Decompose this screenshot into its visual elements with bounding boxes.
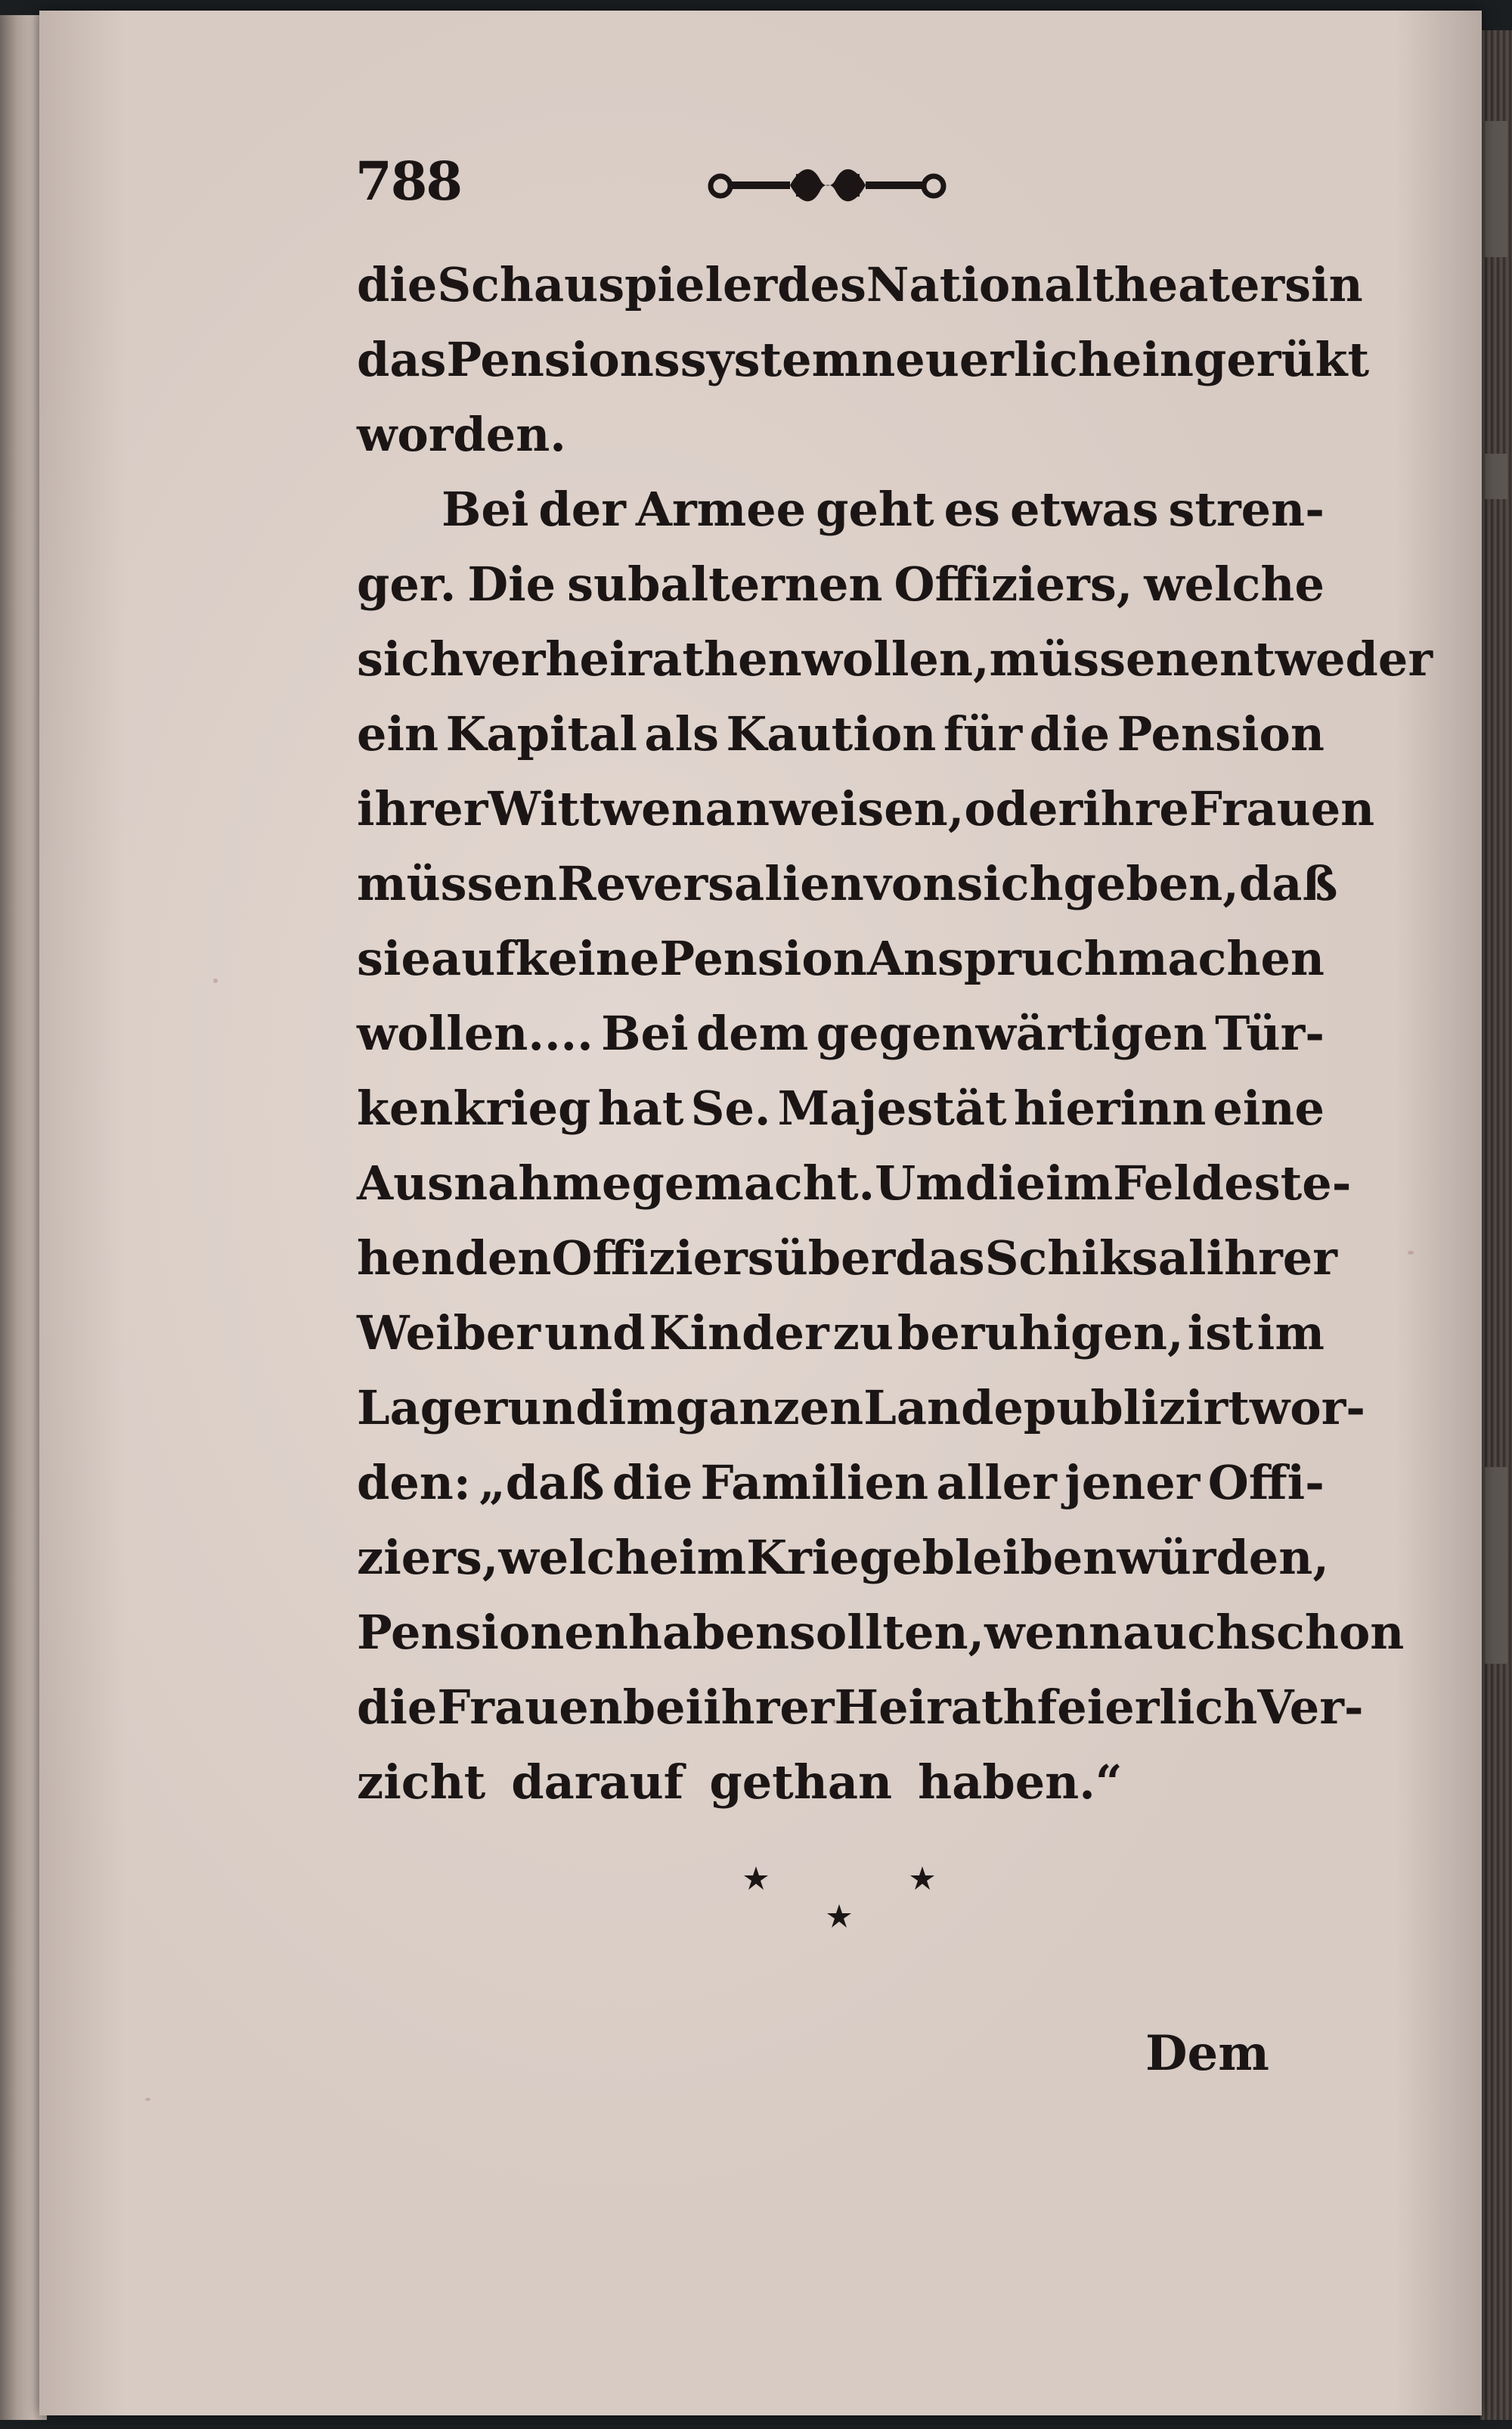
text-line [357, 257, 1363, 332]
catchword: Dem [1145, 2025, 1269, 2082]
text-line [357, 1605, 1405, 1680]
word: ziers, [357, 1530, 499, 1585]
word: „daß [479, 1455, 605, 1510]
word: zicht [357, 1754, 486, 1810]
word: ihrer [357, 781, 488, 836]
word: publizirt [1023, 1380, 1250, 1435]
word: die [965, 1156, 1046, 1211]
body-text [357, 257, 1433, 1829]
text-line [357, 1305, 1325, 1380]
page-stack-tab [1485, 454, 1507, 499]
word: müssen [989, 631, 1190, 687]
word: Frauen [437, 1680, 623, 1735]
word: sie [357, 931, 431, 986]
text-line [357, 1380, 1365, 1455]
word: feierlich [1036, 1680, 1258, 1735]
word: Kapital [445, 706, 637, 762]
word: kenkrieg [357, 1081, 591, 1136]
text-line [357, 1680, 1364, 1754]
word: ein [357, 706, 439, 762]
word: Schauspieler [437, 257, 778, 312]
word: ist [1187, 1305, 1253, 1360]
word: Offiziers, [894, 557, 1133, 612]
word: gethan [709, 1754, 893, 1810]
word: müssen [357, 856, 558, 911]
word: daß [1238, 856, 1338, 911]
text-line [357, 1754, 1325, 1829]
word: neuerlich [861, 332, 1112, 387]
word: Familien [700, 1455, 929, 1510]
paper-speck [145, 2098, 150, 2101]
word: Pensionen [357, 1605, 628, 1660]
word: Felde [1113, 1156, 1254, 1211]
word: Pension [1117, 706, 1325, 762]
word: über [773, 1230, 896, 1286]
word: die [357, 1680, 438, 1735]
word: wor- [1249, 1380, 1365, 1435]
word: bleiben [922, 1530, 1117, 1585]
word: Schiksal [984, 1230, 1207, 1286]
word: Kriege [746, 1530, 922, 1585]
word: von [863, 856, 957, 911]
word: Nationaltheaters [866, 257, 1312, 312]
word: Wittwen [488, 781, 705, 836]
word: sich [357, 631, 464, 687]
text-line [357, 557, 1325, 631]
word: sich [956, 856, 1064, 911]
word: auf [430, 931, 516, 986]
word: als [644, 706, 720, 762]
word: worden. [357, 407, 566, 462]
word: gegenwärtigen [816, 1006, 1207, 1061]
text-line [357, 1006, 1325, 1081]
word: auch [1123, 1605, 1250, 1660]
word: welche [498, 1530, 680, 1585]
word: das [895, 1230, 985, 1286]
page-stack-tab [1485, 1467, 1507, 1664]
word: hierinn [1013, 1081, 1207, 1136]
page-stack-tab [1485, 121, 1507, 257]
text-line [357, 706, 1325, 781]
word: im [1046, 1156, 1114, 1211]
word: Bei [442, 482, 529, 537]
word: oder [964, 781, 1083, 836]
word: Kaution [726, 706, 937, 762]
word: verheirathen [463, 631, 802, 687]
word: wollen.... [357, 1006, 593, 1061]
word: Reversalien [557, 856, 864, 911]
page-number: 788 [355, 150, 462, 212]
word: Heirath [834, 1680, 1037, 1735]
paper-speck [213, 979, 218, 983]
word: Um [875, 1156, 965, 1211]
word: und [544, 1305, 646, 1360]
word: welche [1144, 557, 1325, 612]
word: Pension [659, 931, 867, 986]
word: machen [1117, 931, 1325, 986]
word: zu [832, 1305, 894, 1360]
text-line [357, 1230, 1337, 1305]
text-line [357, 1455, 1325, 1530]
word: ger. [357, 557, 457, 612]
word: des [777, 257, 866, 312]
word: im [679, 1530, 747, 1585]
word: Lager [357, 1380, 508, 1435]
word: in [1311, 257, 1363, 312]
word: würden, [1117, 1530, 1329, 1585]
text-line [357, 631, 1433, 706]
asterism-icon [741, 1860, 937, 1944]
word: geben, [1063, 856, 1239, 911]
word: die [357, 257, 438, 312]
paper-speck [1408, 1251, 1414, 1255]
word: darauf [511, 1754, 684, 1810]
text-line [357, 1156, 1352, 1230]
word: haben [627, 1605, 790, 1660]
word: Die [467, 557, 556, 612]
text-line [357, 482, 1325, 557]
word: ihrer [703, 1680, 835, 1735]
word: Majestät [777, 1081, 1007, 1136]
word: hat [597, 1081, 684, 1136]
word: keine [515, 931, 660, 986]
word: wollen, [801, 631, 990, 687]
word: wenn [984, 1605, 1123, 1660]
word: das [357, 332, 447, 387]
word: Anspruch [866, 931, 1118, 986]
word: ihre [1083, 781, 1189, 836]
word: im [1256, 1305, 1325, 1360]
word: Lande [863, 1380, 1024, 1435]
word: stren- [1168, 482, 1325, 537]
word: für [943, 706, 1023, 762]
word: Offiziers [551, 1230, 774, 1286]
text-line [357, 407, 1325, 482]
word: Tür- [1215, 1006, 1325, 1061]
word: entweder [1189, 631, 1433, 687]
word: die [1029, 706, 1111, 762]
word: es [943, 482, 1000, 537]
word: den: [357, 1455, 471, 1510]
word: Kinder [649, 1305, 829, 1360]
word: etwas [1009, 482, 1159, 537]
word: ganzen [675, 1380, 864, 1435]
word: anweisen, [705, 781, 965, 836]
word: eingerükt [1111, 332, 1370, 387]
word: geht [816, 482, 934, 537]
text-line [357, 931, 1325, 1006]
page-stack-right [1480, 30, 1512, 2420]
word: haben.“ [918, 1754, 1123, 1810]
word: jener [1064, 1455, 1201, 1510]
word: Armee [635, 482, 807, 537]
word: subalternen [567, 557, 883, 612]
word: die [612, 1455, 693, 1510]
word: Frauen [1188, 781, 1375, 836]
word: henden [357, 1230, 552, 1286]
word: Bei [601, 1006, 689, 1061]
word: aller [936, 1455, 1057, 1510]
word: Ver- [1257, 1680, 1364, 1735]
text-line [357, 1081, 1325, 1156]
text-line [357, 856, 1338, 931]
word: ihrer [1206, 1230, 1337, 1286]
word: bei [622, 1680, 704, 1735]
word: schon [1250, 1605, 1405, 1660]
text-line [357, 1530, 1329, 1605]
word: und [507, 1380, 609, 1435]
word: gemacht. [631, 1156, 875, 1211]
word: Weiber [357, 1305, 541, 1360]
word: ste- [1253, 1156, 1352, 1211]
word: eine [1213, 1081, 1325, 1136]
word: Ausnahme [357, 1156, 632, 1211]
word: Se. [690, 1081, 771, 1136]
text-line [357, 332, 1370, 407]
word: sollten, [789, 1605, 985, 1660]
word: beruhigen, [897, 1305, 1184, 1360]
decorative-header-rule-icon [707, 157, 949, 210]
word: der [538, 482, 626, 537]
word: Pensionssystem [446, 332, 862, 387]
word: im [608, 1380, 676, 1435]
text-line [357, 781, 1375, 856]
word: dem [696, 1006, 809, 1061]
word: Offi- [1207, 1455, 1325, 1510]
